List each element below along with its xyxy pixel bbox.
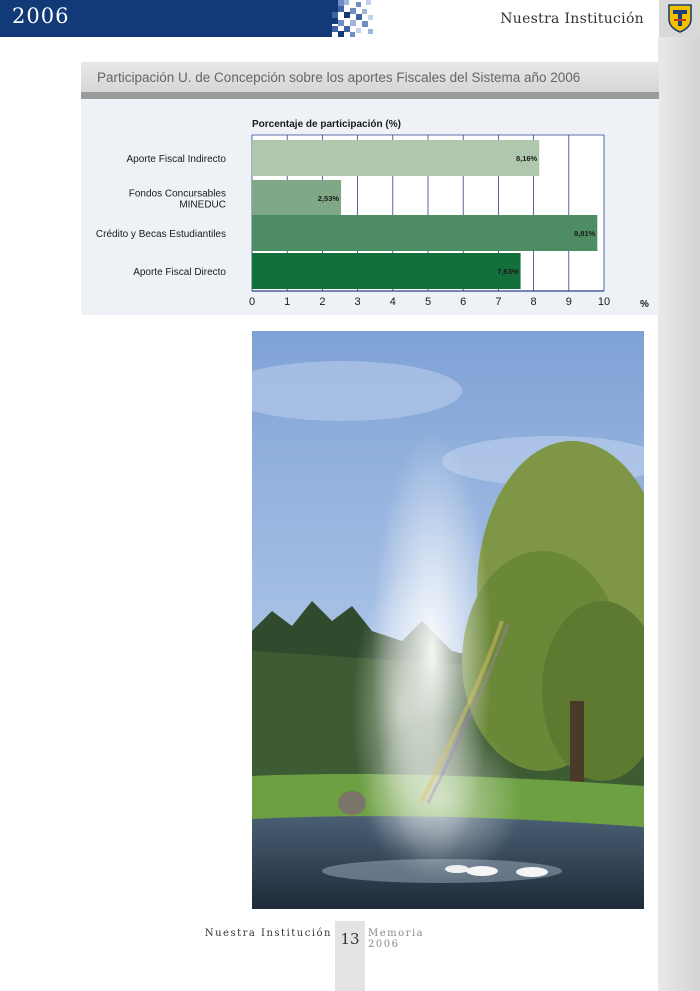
tick-label: 7 <box>495 296 502 308</box>
footer-report-year: 2006 <box>368 939 400 950</box>
fountain-photo <box>252 331 644 909</box>
tick-label: 3 <box>354 296 361 308</box>
logo-box <box>659 0 700 37</box>
tick-label: 8 <box>530 296 537 308</box>
tick-label: 0 <box>248 296 256 308</box>
category-label: Aporte Fiscal Directo <box>133 267 226 278</box>
footer-section-label: Nuestra Institución <box>204 928 332 939</box>
bar <box>252 253 521 289</box>
shield-icon <box>668 4 692 33</box>
category-label: Fondos Concursables <box>128 188 226 200</box>
bar <box>252 140 539 176</box>
header-section-title: Nuestra Institución <box>500 11 644 27</box>
chart-panel <box>81 62 659 315</box>
footer-report-label: Memoria <box>368 928 425 939</box>
bar <box>252 215 597 251</box>
header-year: 2006 <box>12 4 70 28</box>
category-label: Crédito y Becas Estudiantiles <box>95 229 226 240</box>
tick-label: 6 <box>460 296 467 308</box>
tick-label: 4 <box>389 296 396 308</box>
side-band <box>658 37 700 991</box>
tick-label: 10 <box>597 296 611 308</box>
tick-label: 5 <box>424 296 432 308</box>
chart-title: Participación U. de Concepción sobre los aportes Fiscales del Sistema año 2006 <box>97 70 581 85</box>
data-label: 9,81% <box>574 229 596 238</box>
category-label: MINEDUC <box>179 199 226 211</box>
header-band <box>0 0 330 37</box>
tick-label: 1 <box>284 296 291 308</box>
bar-chart <box>81 62 659 315</box>
page-header <box>0 0 700 37</box>
data-label: 7,63% <box>497 267 519 276</box>
tick-label: 9 <box>565 296 572 308</box>
x-axis-unit: % <box>640 299 649 310</box>
tick-label: 2 <box>319 296 326 308</box>
data-label: 8,16% <box>515 154 538 163</box>
category-label: Aporte Fiscal Indirecto <box>126 154 226 165</box>
pixel-mosaic-decoration <box>322 0 378 37</box>
data-label: 2,53% <box>317 194 340 203</box>
chart-subtitle: Porcentaje de participación (%) <box>252 119 401 130</box>
page-number: 13 <box>340 930 360 948</box>
